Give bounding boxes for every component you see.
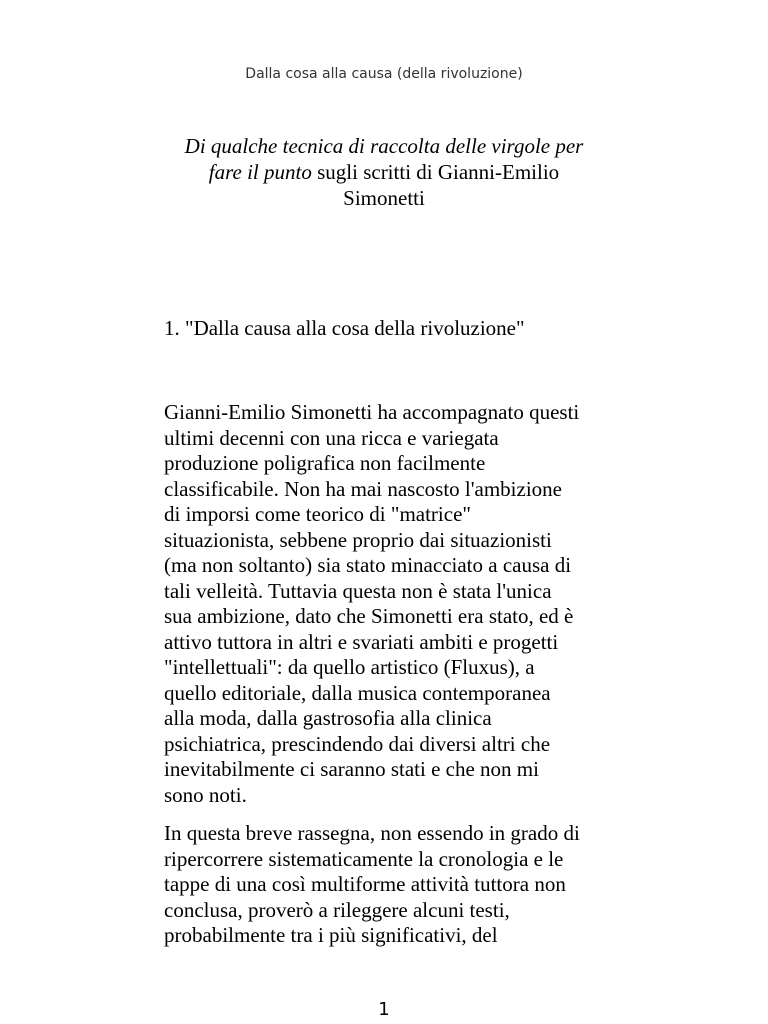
paragraph-line: situazionista, sebbene proprio dai situazionisti: [164, 527, 552, 552]
paragraph-line: psichiatrica, prescindendo dai diversi altri che: [164, 731, 551, 756]
paragraph-line: classificabile. Non ha mai nascosto l'ambizione: [164, 476, 562, 501]
paragraph-line: ripercorrere sistematicamente la cronologia e le: [164, 846, 564, 871]
paragraph-line: tali velleità. Tuttavia questa non è stata l'unica: [164, 578, 552, 603]
paragraph-line: tappe di una così multiforme attività tuttora non: [164, 872, 566, 896]
paragraph-2: [164, 821, 604, 949]
paragraph-line: produzione poligrafica non facilmente: [164, 451, 486, 475]
paragraph-line: inevitabilmente ci saranno stati e che non mi: [164, 757, 539, 781]
paragraph-line: di imporsi come teorico di "matrice": [164, 502, 471, 526]
paragraph-line: alla moda, dalla gastrosofia alla clinica: [164, 706, 492, 730]
paragraph-line: Gianni-Emilio Simonetti ha accompagnato questi: [164, 400, 580, 424]
paragraph-line: (ma non soltanto) sia stato minacciato a causa di: [164, 553, 572, 577]
running-header: Dalla cosa alla causa (della rivoluzione): [245, 66, 523, 82]
title-italic-line-2: fare il punto: [208, 160, 312, 184]
paragraph-line: ultimi decenni con una ricca e variegata: [164, 425, 499, 450]
document-title: [164, 133, 604, 211]
title-italic-line-1: Di qualche tecnica di raccolta delle virgole per: [184, 134, 584, 158]
paragraph-1: [164, 400, 604, 808]
paragraph-line: probabilmente tra i più significativi, del: [164, 923, 498, 947]
paragraph-line: In questa breve rassegna, non essendo in grado di: [164, 821, 580, 845]
paragraph-line: quello editoriale, dalla musica contemporanea: [164, 680, 551, 705]
paragraph-line: sua ambizione, dato che Simonetti era stato, ed è: [164, 604, 574, 628]
paragraph-line: "intellettuali": da quello artistico (Fluxus), a: [164, 655, 535, 679]
title-roman-line-3: Simonetti: [343, 186, 425, 210]
paragraph-line: attivo tuttora in altri e svariati ambiti e progetti: [164, 629, 559, 654]
page-number: 1: [378, 999, 390, 1020]
section-heading: 1. "Dalla causa alla cosa della rivoluzione": [164, 316, 525, 340]
title-roman-line-2: sugli scritti di Gianni-Emilio: [311, 160, 560, 184]
paragraph-line: conclusa, proverò a rileggere alcuni testi,: [164, 897, 510, 922]
paragraph-line: sono noti.: [164, 782, 247, 807]
